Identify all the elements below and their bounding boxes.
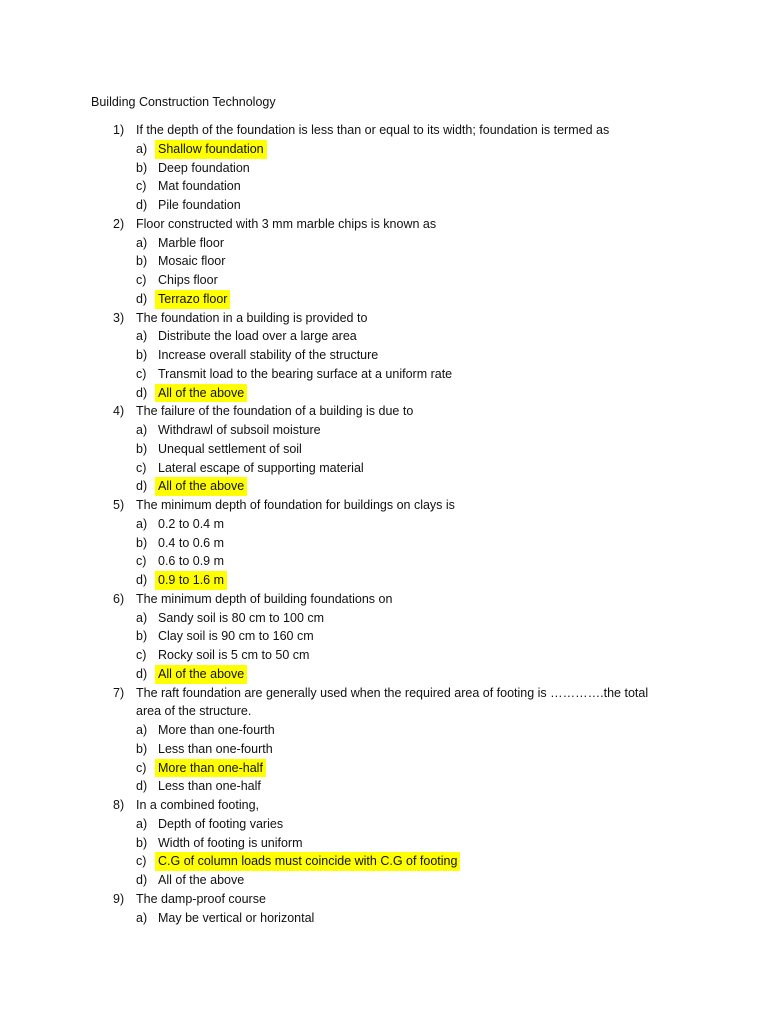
question-item: [0, 402, 768, 496]
question-line: [0, 590, 768, 609]
option-label: b): [136, 629, 148, 644]
option-text: Transmit load to the bearing surface at a uniform rate: [158, 366, 453, 381]
option-label: c): [136, 854, 147, 869]
answer-option: [0, 721, 768, 740]
option-text: May be vertical or horizontal: [158, 910, 315, 925]
option-text: Marble floor: [158, 235, 224, 250]
option-text: All of the above: [155, 665, 247, 684]
question-text: The minimum depth of foundation for buildings on clays is: [136, 498, 455, 512]
answer-option: [0, 421, 768, 440]
option-label: a): [136, 723, 148, 737]
option-label: d): [136, 779, 148, 794]
option-label: a): [136, 910, 148, 925]
option-text: More than one-fourth: [158, 723, 275, 737]
option-text: Unequal settlement of soil: [158, 441, 302, 456]
option-text: Less than one-fourth: [158, 741, 273, 756]
option-label: d): [136, 479, 148, 494]
option-label: c): [136, 366, 147, 381]
option-text: 0.9 to 1.6 m: [155, 571, 227, 590]
option-label: d): [136, 385, 148, 400]
question-text: The failure of the foundation of a building is due to: [136, 404, 414, 419]
answer-option: [0, 252, 768, 271]
question-text: Floor constructed with 3 mm marble chips is known as: [136, 216, 437, 231]
option-label: a): [136, 235, 148, 250]
option-label: d): [136, 198, 148, 212]
answer-option: [0, 196, 768, 215]
option-text: 0.4 to 0.6 m: [158, 535, 225, 550]
answer-option: [0, 515, 768, 534]
answer-option: [0, 627, 768, 646]
question-line: [0, 890, 768, 909]
document-title: Building Construction Technology: [91, 95, 276, 109]
option-label: b): [136, 160, 148, 175]
option-text: Chips floor: [158, 273, 218, 287]
option-text: Lateral escape of supporting material: [158, 460, 364, 475]
answer-option: [0, 346, 768, 365]
answer-option: [0, 459, 768, 478]
option-text: Deep foundation: [158, 160, 250, 175]
question-line: [0, 121, 768, 140]
option-label: d): [136, 666, 148, 681]
question-text: The foundation in a building is provided to: [136, 310, 368, 325]
question-text: The raft foundation are generally used when the required area of footing is ………….the total: [136, 685, 649, 700]
question-text: area of the structure.: [136, 704, 252, 719]
question-item: [0, 684, 768, 797]
option-label: b): [136, 835, 148, 850]
answer-option-highlighted: [0, 665, 768, 684]
question-item: [0, 309, 768, 403]
question-text: The minimum depth of building foundations on: [136, 591, 393, 606]
option-text: Increase overall stability of the structure: [158, 348, 379, 362]
option-text: All of the above: [155, 477, 247, 496]
option-label: a): [136, 516, 148, 531]
answer-option: [0, 834, 768, 853]
answer-option: [0, 871, 768, 890]
question-continuation-line: [0, 702, 768, 721]
question-line: [0, 402, 768, 421]
question-item: [0, 590, 768, 684]
option-label: a): [136, 141, 148, 156]
option-text: Terrazo floor: [155, 290, 230, 309]
option-text: Width of footing is uniform: [158, 835, 303, 850]
option-text: Pile foundation: [158, 198, 241, 212]
question-number: 2): [113, 216, 125, 231]
question-line: [0, 309, 768, 328]
answer-option: [0, 271, 768, 290]
option-label: d): [136, 873, 148, 887]
question-item: [0, 890, 768, 928]
option-label: c): [136, 554, 147, 569]
answer-option: [0, 552, 768, 571]
answer-option: [0, 159, 768, 178]
option-text: More than one-half: [155, 759, 266, 778]
option-label: a): [136, 329, 148, 344]
option-label: a): [136, 610, 148, 625]
answer-option: [0, 777, 768, 796]
question-line: [0, 684, 768, 703]
option-text: All of the above: [158, 873, 245, 887]
option-label: a): [136, 816, 148, 831]
answer-option: [0, 177, 768, 196]
question-item: [0, 496, 768, 590]
answer-option: [0, 646, 768, 665]
question-line: [0, 215, 768, 234]
option-label: d): [136, 573, 148, 587]
question-list: [0, 121, 768, 927]
question-number: 3): [113, 310, 125, 325]
answer-option-highlighted: [0, 852, 768, 871]
answer-option: [0, 234, 768, 253]
option-text: 0.6 to 0.9 m: [158, 554, 225, 569]
option-text: All of the above: [155, 384, 247, 403]
option-text: Rocky soil is 5 cm to 50 cm: [158, 648, 310, 662]
question-text: If the depth of the foundation is less than or equal to its width; foundation is termed as: [136, 123, 610, 137]
question-item: [0, 796, 768, 890]
question-number: 5): [113, 498, 125, 512]
answer-option: [0, 740, 768, 759]
question-number: 8): [113, 798, 125, 812]
option-label: c): [136, 760, 147, 775]
option-text: Sandy soil is 80 cm to 100 cm: [158, 610, 325, 625]
question-line: [0, 496, 768, 515]
answer-option: [0, 534, 768, 553]
answer-option-highlighted: [0, 384, 768, 403]
option-text: Clay soil is 90 cm to 160 cm: [158, 629, 314, 644]
option-text: C.G of column loads must coincide with C.G of footing: [155, 852, 460, 871]
question-item: [0, 215, 768, 309]
question-number: 7): [113, 685, 125, 700]
option-text: Less than one-half: [158, 779, 261, 794]
question-number: 6): [113, 591, 125, 606]
option-text: Shallow foundation: [155, 140, 267, 159]
option-text: Distribute the load over a large area: [158, 329, 357, 344]
option-text: Depth of footing varies: [158, 816, 284, 831]
answer-option-highlighted: [0, 290, 768, 309]
option-text: 0.2 to 0.4 m: [158, 516, 225, 531]
option-text: Mosaic floor: [158, 254, 226, 269]
answer-option: [0, 365, 768, 384]
option-label: a): [136, 423, 148, 437]
option-text: Withdrawl of subsoil moisture: [158, 423, 321, 437]
answer-option-highlighted: [0, 477, 768, 496]
answer-option-highlighted: [0, 140, 768, 159]
option-label: b): [136, 535, 148, 550]
question-text: The damp-proof course: [136, 891, 266, 906]
option-label: c): [136, 273, 147, 287]
question-number: 9): [113, 891, 125, 906]
answer-option: [0, 815, 768, 834]
answer-option: [0, 327, 768, 346]
option-label: b): [136, 254, 148, 269]
answer-option: [0, 909, 768, 928]
option-label: c): [136, 179, 147, 194]
option-label: d): [136, 291, 148, 306]
option-label: b): [136, 441, 148, 456]
option-label: c): [136, 648, 147, 662]
question-text: In a combined footing,: [136, 798, 259, 812]
question-number: 4): [113, 404, 125, 419]
question-item: [0, 121, 768, 215]
answer-option-highlighted: [0, 571, 768, 590]
option-label: b): [136, 741, 148, 756]
option-label: c): [136, 460, 147, 475]
answer-option-highlighted: [0, 759, 768, 778]
answer-option: [0, 609, 768, 628]
answer-option: [0, 440, 768, 459]
option-text: Mat foundation: [158, 179, 241, 194]
question-line: [0, 796, 768, 815]
option-label: b): [136, 348, 148, 362]
question-number: 1): [113, 123, 125, 137]
